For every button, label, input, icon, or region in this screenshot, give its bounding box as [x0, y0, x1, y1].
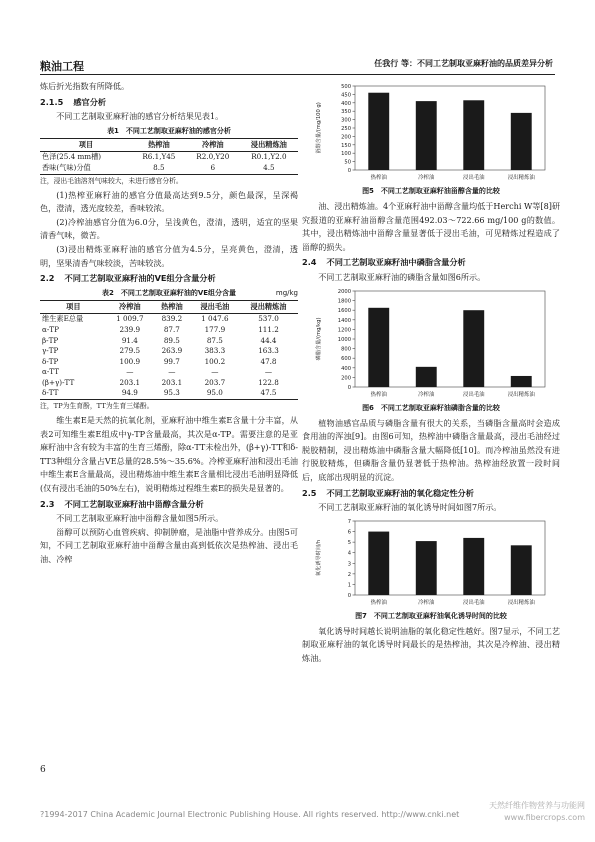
y-tick-label: 200	[341, 134, 351, 141]
table-cell: —	[126, 367, 134, 377]
table-cell: α-TT	[42, 367, 60, 377]
running-title: 任我行 等：不同工艺制取亚麻籽油的品质差异分析	[374, 59, 553, 68]
paragraph: 不同工艺制取亚麻籽油的感官分析结果见表1。	[56, 111, 224, 122]
y-tick-label: 50	[344, 159, 351, 166]
table-cell: 4.5	[263, 162, 275, 172]
table-cell: (β+γ)-TT	[42, 377, 75, 387]
section-title: 不同工艺制取亚麻籽油的VE组分含量分析	[64, 273, 216, 284]
paragraph: 不同工艺制取亚麻籽油的磷脂含量如图6所示。	[318, 271, 486, 282]
table-cell: 839.2	[161, 314, 183, 324]
table-cell: 177.9	[204, 324, 226, 334]
table-row	[40, 314, 298, 325]
table-cell: γ-TP	[42, 346, 59, 356]
paragraph: 油、浸出精炼油。4个亚麻籽油中甾醇含量均低于Herchi W等[8]研究报道的亚麻籽油甾醇含量范围492.03～722.66 mg/100 g的数值。其中，浸出精炼油中甾醇含量显著低于浸出毛油，可见精炼过程造成了甾醇的损失。	[302, 201, 560, 252]
table-cell: 100.2	[204, 356, 226, 366]
section-title: 感官分析	[73, 96, 107, 107]
table-cell: 87.5	[206, 335, 223, 345]
table-cell: δ-TT	[42, 388, 59, 398]
table-cell: 203.7	[204, 377, 226, 387]
y-tick-label: 7	[347, 518, 351, 525]
section-heading	[40, 272, 298, 286]
table-cell: 6	[210, 162, 216, 172]
table-cell: 89.5	[163, 335, 180, 345]
x-tick-label: 热榨油	[370, 599, 387, 606]
bar	[463, 100, 484, 170]
y-tick-label: 0	[347, 592, 351, 599]
table-note: 注，TP为生育酚，TT为生育三烯酚。	[40, 402, 154, 411]
watermark	[489, 800, 585, 824]
table-header-cell: 项目	[40, 300, 107, 314]
table-row	[40, 336, 298, 347]
y-tick-label: 3	[347, 561, 351, 568]
y-axis-label: 甾醇含量/(mg/100 g)	[316, 102, 322, 154]
table-cell: 203.1	[119, 377, 141, 387]
y-tick-label: 1	[347, 582, 351, 589]
y-tick-label: 1000	[337, 336, 351, 343]
y-tick-label: 5	[347, 539, 351, 546]
table-cell: 111.2	[258, 324, 279, 334]
sensory-table	[40, 138, 298, 175]
table-cell: 1 047.6	[201, 314, 229, 324]
paragraph: 氧化诱导时间越长说明油脂的氧化稳定性越好。图7显示，不同工艺制取亚麻籽油的氧化诱导时间最长的是热榨油，其次是冷榨油、浸出精炼油。	[302, 625, 560, 663]
y-tick-label: 400	[341, 100, 351, 107]
sterol-bar-chart	[311, 80, 551, 184]
table-cell: 47.8	[260, 356, 277, 366]
table-header-cell: 热榨油	[132, 138, 186, 152]
bar	[463, 310, 484, 387]
figure-caption: 图6 不同工艺制取亚麻籽油磷脂含量的比较	[362, 403, 500, 412]
y-tick-label: 100	[341, 151, 351, 158]
y-tick-label: 2000	[337, 288, 351, 295]
table-cell: 色泽(25.4 mm槽)	[42, 152, 102, 162]
table-cell: 100.9	[119, 356, 141, 366]
section-number: 2.5	[302, 487, 317, 498]
y-tick-label: 350	[341, 109, 351, 116]
left-column	[40, 80, 298, 567]
oxidation-bar-chart	[311, 515, 551, 609]
phospholipid-bar-chart	[311, 285, 551, 401]
y-tick-label: 150	[341, 142, 351, 149]
table-caption	[40, 288, 298, 299]
table-row	[40, 388, 298, 399]
y-tick-label: 4	[347, 550, 351, 557]
table-cell: 122.8	[258, 377, 279, 387]
y-tick-label: 600	[341, 355, 351, 362]
x-tick-label: 热榨油	[370, 175, 387, 181]
table-row	[40, 367, 298, 378]
table-header-cell: 浸出精炼油	[239, 300, 298, 314]
table-cell: δ-TP	[42, 356, 59, 366]
paragraph: 甾醇可以预防心血管疾病、抑制肿瘤，是油脂中营养成分。由图5可知，不同工艺制取亚麻籽油中甾醇含量由高到低依次是热榨油、浸出毛油、冷榨	[40, 526, 298, 564]
table-cell: —	[168, 367, 176, 377]
table-cell: 263.9	[161, 346, 183, 356]
x-tick-label: 浸出毛油	[462, 599, 485, 606]
section-heading	[40, 96, 298, 110]
figure-6	[311, 285, 551, 401]
section-number: 2.4	[302, 257, 317, 268]
table-cell: 95.0	[206, 388, 223, 398]
x-tick-label: 浸出毛油	[462, 175, 485, 181]
figure-7	[311, 515, 551, 609]
copyright-footer: ?1994-2017 China Academic Journal Electronic Publishing House. All rights reserved. http://www.cnki.net	[40, 810, 460, 819]
table-cell: 47.5	[260, 388, 277, 398]
page-number: 6	[40, 765, 46, 775]
y-axis-label: 氧化诱导时间/h	[316, 539, 322, 576]
x-tick-label: 浸出精炼油	[507, 599, 535, 606]
paragraph: 炼后折光指数有所降低。	[40, 81, 130, 91]
table-cell: 91.4	[121, 335, 138, 345]
table-cell: 163.3	[258, 346, 279, 356]
bar	[463, 538, 484, 595]
figure-caption: 图7 不同工艺制取亚麻籽油氧化诱导时间的比较	[355, 611, 507, 620]
paragraph: (2)冷榨油感官分值为6.0分，呈浅黄色，澄清，透明，适宜的坚果清香气味，微苦。	[40, 216, 298, 241]
table-header-cell: 热榨油	[153, 300, 191, 314]
table-cell: 维生素E总量	[42, 314, 84, 324]
table-unit: mg/kg	[275, 288, 298, 297]
table-cell: R6.1,Y45	[142, 152, 176, 162]
paragraph: 维生素E是天然的抗氧化剂，亚麻籽油中维生素E含量十分丰富，从表2可知维生素E组成中γ-TP含量最高，其次是α-TP。需要注意的是亚麻籽油中含有较为丰富的生育三烯酚，除α-TT未检出外，(β+γ)-TT和δ-TT3种组分含量占VE总量的28.5%～35.6%。冷榨亚麻籽油和浸出毛油中维生素E含量最高，浸出精炼油中维生素E含量相比浸出毛油明显降低(仅有浸出毛油的50%左右)，说明精炼过程维生素E的损失是显著的。	[40, 415, 298, 494]
y-tick-label: 1800	[337, 298, 351, 305]
table-caption: 表1 不同工艺制取亚麻籽油的感官分析	[107, 126, 231, 135]
table-cell: 87.7	[163, 324, 180, 334]
y-tick-label: 1400	[337, 317, 351, 324]
y-tick-label: 250	[341, 126, 351, 132]
y-tick-label: 500	[341, 84, 351, 90]
bar	[368, 531, 389, 594]
bar	[416, 541, 437, 595]
table-cell: 537.0	[258, 314, 279, 324]
table-header-cell: 冷榨油	[186, 138, 240, 152]
table-cell: 94.9	[121, 388, 138, 398]
y-tick-label: 0	[347, 384, 351, 391]
y-axis-label: 磷脂含量/(mg/kg)	[316, 317, 322, 361]
section-heading	[302, 487, 560, 501]
table-cell: R0.1,Y2.0	[251, 152, 287, 162]
section-number: 2.3	[40, 498, 55, 509]
table-caption-text: 表2 不同工艺制取亚麻籽油的VE组分含量	[101, 288, 237, 297]
journal-name: 粮油工程	[40, 60, 84, 73]
table-row	[40, 152, 298, 163]
right-column	[302, 80, 560, 666]
table-cell: —	[211, 367, 219, 377]
table-header-cell: 浸出精炼油	[240, 138, 298, 152]
y-tick-label: 800	[341, 346, 351, 353]
table-header-cell: 项目	[40, 138, 132, 152]
watermark-line: 天然纤维作物营养与功能网	[489, 801, 585, 810]
section-heading	[302, 256, 560, 270]
table-cell: R2.0,Y20	[196, 152, 230, 162]
table-cell: 香味(气味)分值	[42, 162, 91, 172]
table-row	[40, 325, 298, 336]
section-number: 2.1.5	[40, 96, 64, 107]
header-rule	[40, 74, 555, 75]
table-row	[40, 357, 298, 368]
y-tick-label: 0	[347, 168, 351, 174]
table-cell: 95.3	[163, 388, 180, 398]
table-row	[40, 378, 298, 389]
paragraph: 不同工艺制取亚麻籽油的氧化诱导时间如图7所示。	[318, 502, 502, 513]
paragraph: (3)浸出精炼亚麻籽油的感官分值为4.5分，呈亮黄色，澄清，透明，坚果清香气味较淡，苦味较淡。	[40, 243, 298, 268]
bar	[368, 307, 389, 386]
table-row	[40, 346, 298, 357]
ve-table	[40, 300, 298, 400]
y-tick-label: 450	[341, 92, 351, 99]
table-header-cell: 冷榨油	[107, 300, 153, 314]
x-tick-label: 冷榨油	[418, 391, 435, 398]
y-tick-label: 6	[347, 529, 351, 536]
figure-5	[311, 80, 551, 184]
table-cell: 1 009.7	[116, 314, 144, 324]
y-tick-label: 1600	[337, 307, 351, 314]
figure-caption: 图5 不同工艺制取亚麻籽油甾醇含量的比较	[362, 187, 500, 195]
table-cell: 383.3	[204, 346, 226, 356]
bar	[368, 93, 389, 170]
x-tick-label: 冷榨油	[418, 599, 435, 606]
table-header-cell: 浸出毛油	[191, 300, 239, 314]
section-title: 不同工艺制取亚麻籽油中磷脂含量分析	[326, 257, 466, 268]
table-note: 注，浸出毛油溶剂气味较大，未进行感官分析。	[40, 176, 183, 185]
bar	[416, 366, 437, 386]
section-title: 不同工艺制取亚麻籽油中甾醇含量分析	[64, 498, 204, 509]
y-tick-label: 1200	[337, 326, 351, 333]
bar	[511, 376, 532, 387]
x-tick-label: 浸出精炼油	[507, 175, 535, 181]
y-tick-label: 300	[341, 117, 351, 124]
bar	[416, 101, 437, 170]
x-tick-label: 浸出精炼油	[507, 391, 535, 398]
section-heading	[40, 498, 298, 512]
y-tick-label: 2	[347, 571, 351, 578]
table-row	[40, 163, 298, 174]
table-cell: 44.4	[260, 335, 277, 345]
x-tick-label: 冷榨油	[418, 175, 435, 181]
paragraph: (1)热榨亚麻籽油的感官分值最高达到9.5分，颜色最深，呈深褐色，澄清，透光度较差，香味较浓。	[40, 189, 298, 214]
x-tick-label: 浸出毛油	[462, 391, 485, 398]
x-tick-label: 热榨油	[370, 391, 387, 398]
table-cell: 279.5	[119, 346, 141, 356]
y-tick-label: 200	[341, 374, 351, 381]
section-number: 2.2	[40, 273, 55, 284]
table-cell: 239.9	[119, 324, 141, 334]
y-tick-label: 400	[341, 365, 351, 372]
watermark-url: www.fibercrops.com	[504, 813, 585, 822]
paragraph: 植物油感官品质与磷脂含量有很大的关系，当磷脂含量高时会造成食用油的浑浊[9]。由图6可知，热榨油中磷脂含量最高，浸出毛油经过脱胶精制，浸出精炼油中磷脂含量大幅降低[10]。而冷榨油虽然没有进行脱胶精炼，但磷脂含量仍显著低于热榨油。热榨油经放置一段时间后，底部出现明显的沉淀。	[302, 417, 560, 482]
paragraph: 不同工艺制取亚麻籽油中甾醇含量如图5所示。	[56, 513, 224, 524]
table-cell: β-TP	[42, 335, 59, 345]
table-cell: 203.1	[161, 377, 183, 387]
table-cell: 99.7	[163, 356, 180, 366]
bar	[511, 113, 532, 170]
section-title: 不同工艺制取亚麻籽油的氧化稳定性分析	[326, 487, 474, 498]
table-cell: α-TP	[42, 324, 59, 334]
table-cell: —	[264, 367, 273, 377]
table-cell: 8.5	[153, 162, 165, 172]
bar	[511, 545, 532, 595]
